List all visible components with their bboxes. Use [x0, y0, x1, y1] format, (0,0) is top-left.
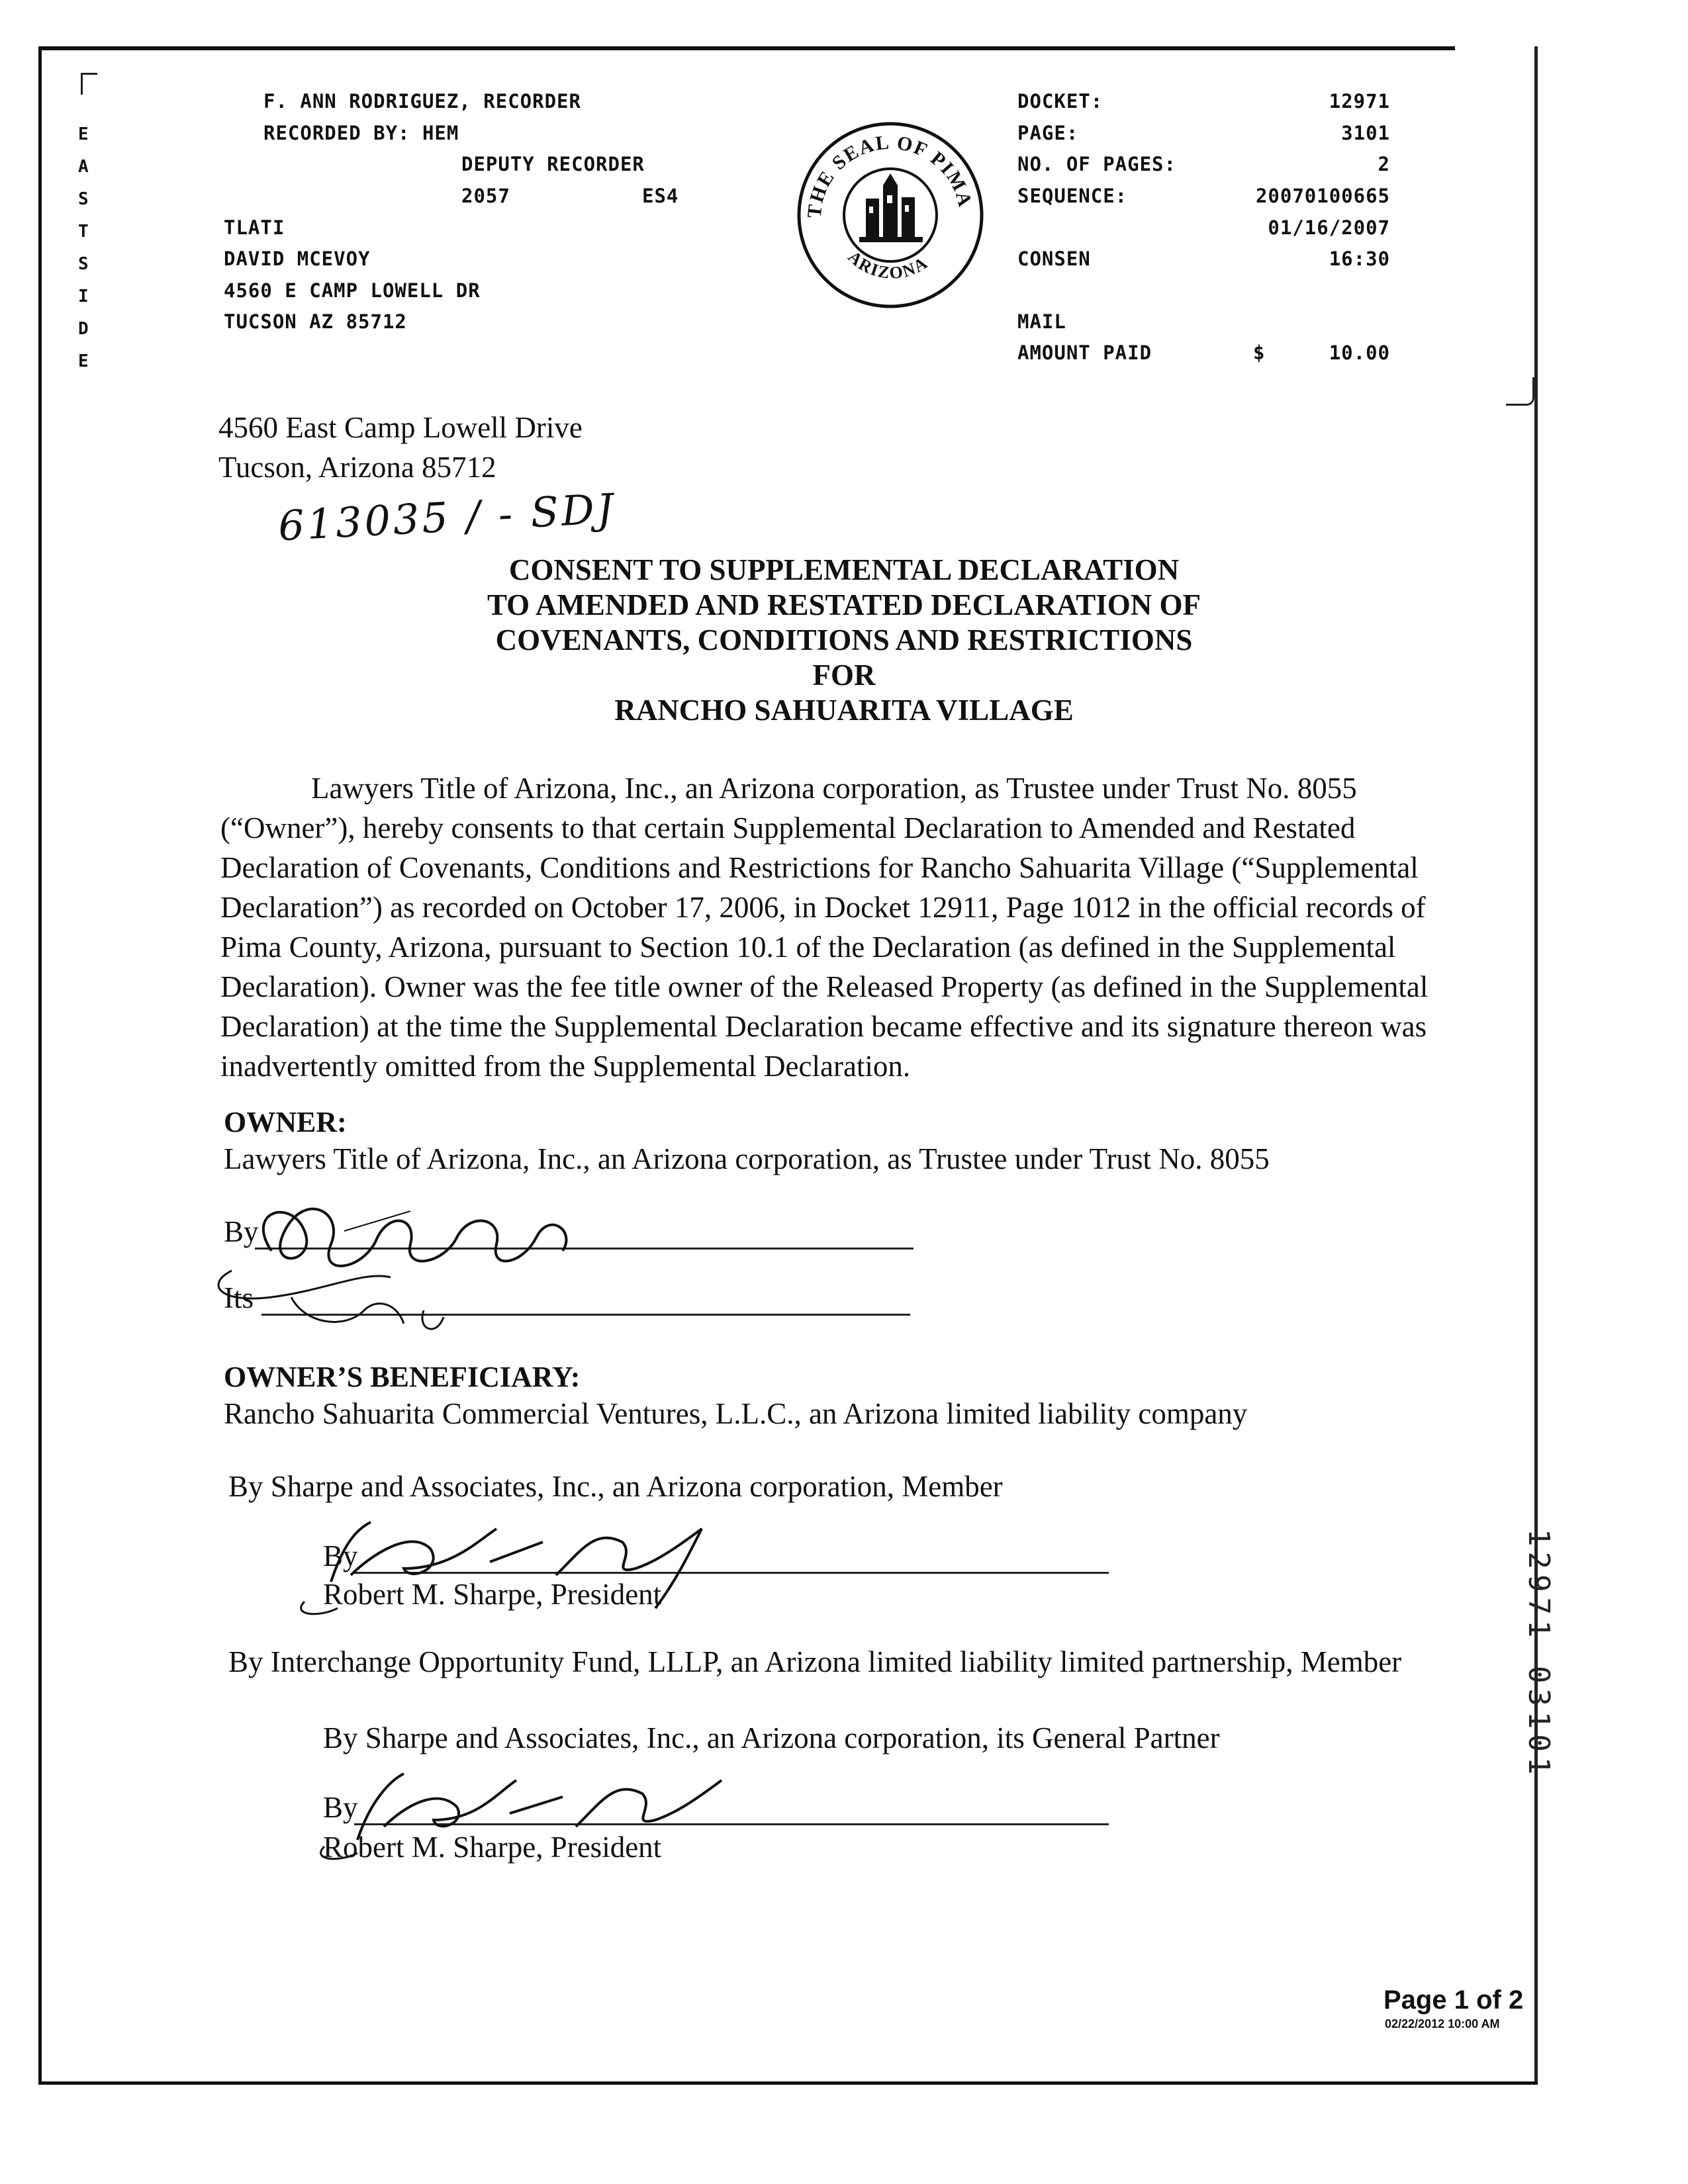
body-line: Lawyers Title of Arizona, Inc., an Arizona corporation, as Trustee under Trust No. 8055 — [311, 772, 1357, 805]
title-line: COVENANTS, CONDITIONS AND RESTRICTIONS — [495, 623, 1193, 657]
handwritten-reference: 613035 / - SDJ — [277, 484, 618, 551]
sequence-label: SEQUENCE: — [1017, 185, 1128, 207]
page-top-edge — [38, 46, 1455, 50]
recorder-code: 2057 — [461, 185, 510, 207]
vertical-stamp-text: 12971 03101 — [1522, 1529, 1556, 1780]
page-value: 3101 — [1341, 122, 1390, 144]
page-number: Page 1 of 2 — [1383, 1985, 1524, 2015]
record-time: 16:30 — [1329, 248, 1390, 270]
signer2-by-label: By — [323, 1791, 358, 1824]
side-letter: I — [78, 287, 89, 306]
side-letter: D — [78, 319, 89, 339]
recorder-name: F. ANN RODRIGUEZ, RECORDER — [263, 90, 581, 113]
beneficiary-heading: OWNER’S BENEFICIARY: — [224, 1361, 581, 1393]
owner-heading: OWNER: — [224, 1106, 347, 1138]
owner-entity: Lawyers Title of Arizona, Inc., an Arizona corporation, as Trustee under Trust No. 8055 — [224, 1142, 1270, 1175]
member2-line: By Interchange Opportunity Fund, LLLP, an Arizona limited liability limited partnership, Member — [228, 1645, 1402, 1678]
owner-by-label: By — [224, 1215, 259, 1248]
return-address-line1: 4560 East Camp Lowell Drive — [218, 411, 583, 444]
mail-label: MAIL — [1017, 310, 1066, 333]
title-line: FOR — [812, 659, 876, 692]
page-bottom-edge — [38, 2081, 1538, 2085]
page-left-edge — [38, 46, 42, 2085]
pages-value: 2 — [1378, 153, 1390, 175]
general-partner-line: By Sharpe and Associates, Inc., an Arizona corporation, its General Partner — [323, 1721, 1220, 1754]
signer2-signature — [291, 1754, 755, 1866]
side-letter: E — [78, 351, 89, 371]
signer1-name: Robert M. Sharpe, President — [323, 1578, 662, 1611]
body-line: Declaration) at the time the Supplemental Declaration became effective and its signature thereon was — [220, 1010, 1427, 1043]
seal-bottom-text: ARIZONA — [844, 247, 932, 283]
record-date: 01/16/2007 — [1268, 216, 1390, 239]
addressee-line: TUCSON AZ 85712 — [224, 310, 407, 333]
pima-county-seal — [794, 119, 986, 311]
side-letter: E — [78, 124, 89, 144]
body-line: inadvertently omitted from the Supplemental Declaration. — [220, 1050, 911, 1083]
recorder-station: ES4 — [642, 185, 679, 207]
seal-top-text: THE SEAL OF PIMA — [803, 131, 976, 219]
title-line: RANCHO SAHUARITA VILLAGE — [614, 694, 1074, 727]
vertical-docket-stamp — [1516, 1529, 1556, 1794]
page-label: PAGE: — [1017, 122, 1079, 144]
body-line: Declaration). Owner was the fee title owner of the Released Property (as defined in the Supplemental — [220, 970, 1429, 1003]
beneficiary-entity: Rancho Sahuarita Commercial Ventures, L.L.C., an Arizona limited liability company — [224, 1397, 1248, 1430]
amount-label: AMOUNT PAID — [1017, 341, 1152, 364]
owner-signature — [192, 1171, 602, 1343]
side-letter: S — [78, 189, 89, 209]
corner-mark — [1506, 377, 1534, 406]
recorded-by: RECORDED BY: HEM — [263, 122, 459, 144]
amount-currency: $ — [1253, 341, 1266, 364]
deputy-recorder: DEPUTY RECORDER — [461, 153, 645, 175]
amount-value: 10.00 — [1329, 341, 1390, 364]
body-line: Pima County, Arizona, pursuant to Section 10.1 of the Declaration (as defined in the Supplemental — [220, 931, 1396, 964]
side-letter: T — [78, 222, 89, 242]
docket-label: DOCKET: — [1017, 90, 1103, 113]
body-line: Declaration of Covenants, Conditions and Restrictions for Rancho Sahuarita Village (“Supplemental — [220, 851, 1419, 884]
docket-value: 12971 — [1329, 90, 1390, 113]
body-line: Declaration”) as recorded on October 17, 2006, in Docket 12911, Page 1012 in the official records of — [220, 891, 1426, 924]
title-line: CONSENT TO SUPPLEMENTAL DECLARATION — [508, 553, 1180, 586]
signer2-name: Robert M. Sharpe, President — [323, 1831, 662, 1864]
body-line: (“Owner”), hereby consents to that certain Supplemental Declaration to Amended and Restated — [220, 811, 1356, 844]
consen-label: CONSEN — [1017, 248, 1091, 270]
addressee-line: DAVID MCEVOY — [224, 248, 371, 270]
title-line: TO AMENDED AND RESTATED DECLARATION OF — [487, 588, 1201, 621]
addressee-line: 4560 E CAMP LOWELL DR — [224, 279, 481, 302]
side-letter: S — [78, 254, 89, 274]
owner-its-label: Its — [224, 1281, 254, 1314]
signer1-signature — [278, 1502, 741, 1621]
pages-label: NO. OF PAGES: — [1017, 153, 1176, 175]
print-timestamp: 02/22/2012 10:00 AM — [1385, 2017, 1500, 2030]
addressee-line: TLATI — [224, 216, 285, 239]
signer1-by-label: By — [323, 1539, 358, 1572]
bracket-mark — [81, 73, 97, 95]
member1-line: By Sharpe and Associates, Inc., an Arizona corporation, Member — [228, 1470, 1003, 1503]
sequence-value: 20070100665 — [1255, 185, 1390, 207]
return-address-line2: Tucson, Arizona 85712 — [218, 451, 496, 484]
side-letter: A — [78, 157, 89, 177]
